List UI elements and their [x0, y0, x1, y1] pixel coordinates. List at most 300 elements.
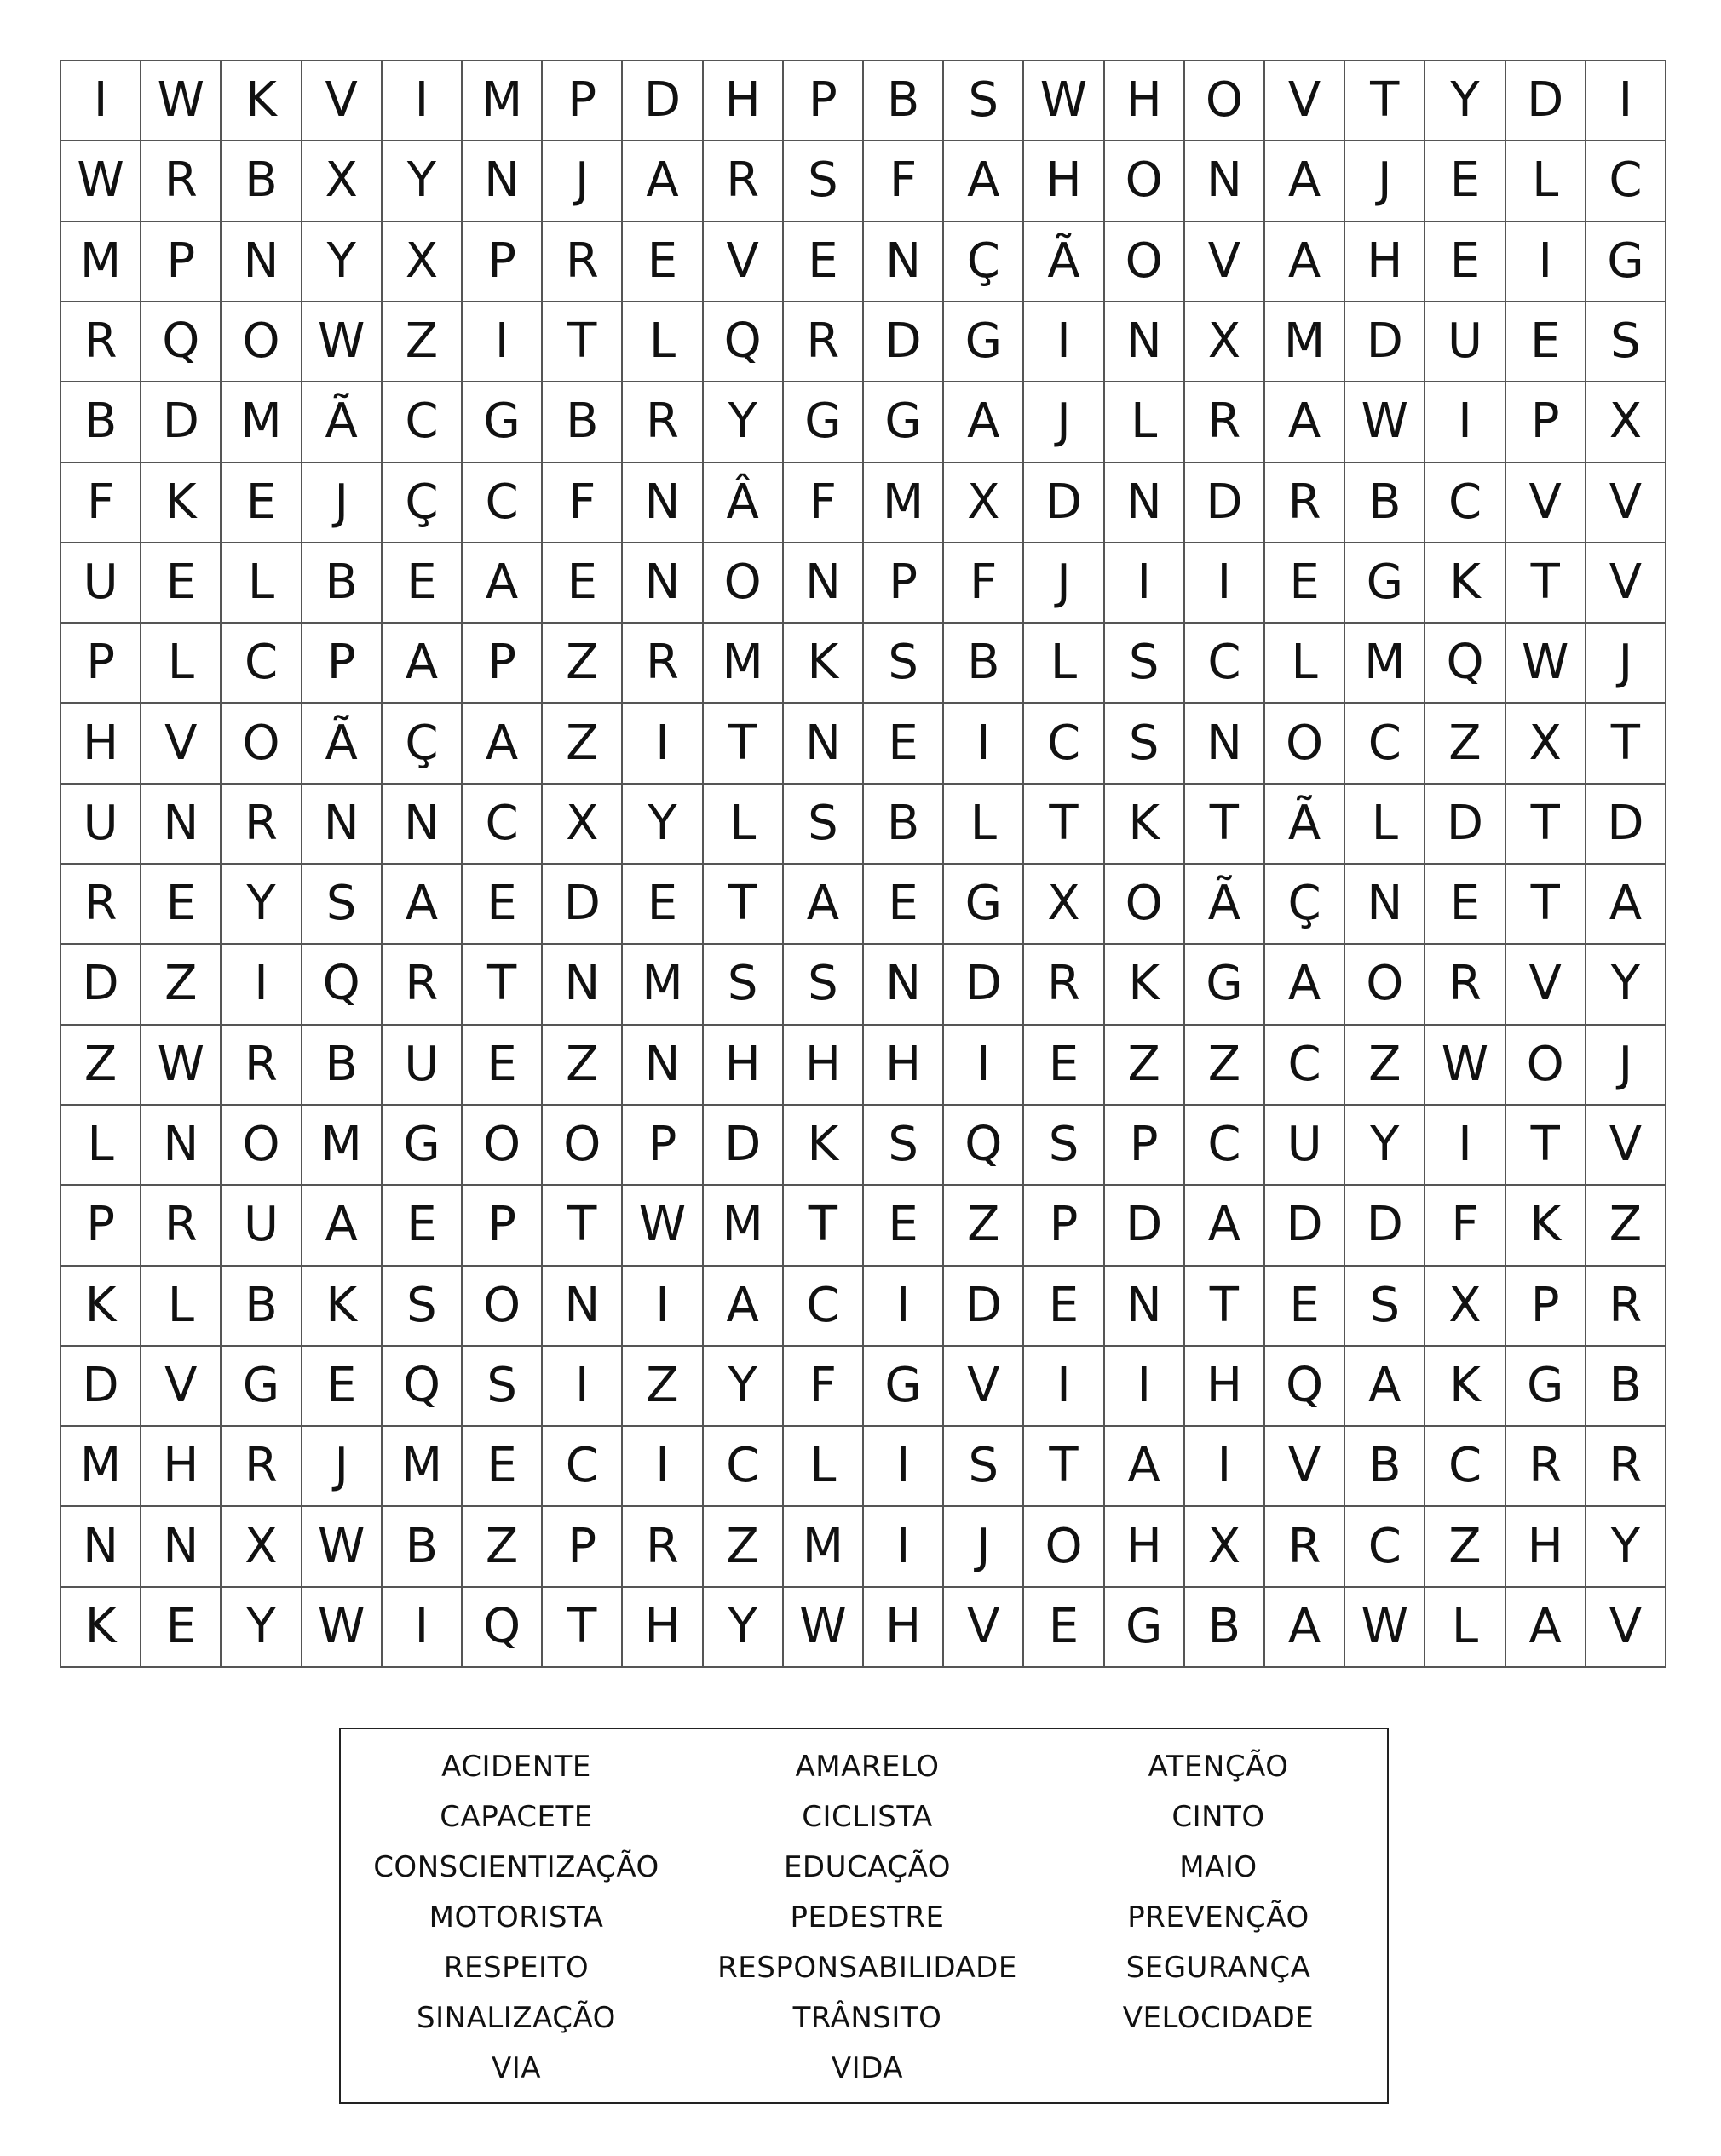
grid-cell[interactable]: B [864, 785, 944, 865]
grid-cell[interactable]: K [61, 1267, 141, 1347]
grid-cell[interactable]: E [1425, 865, 1505, 945]
grid-cell[interactable]: I [864, 1427, 944, 1507]
grid-cell[interactable]: E [222, 463, 302, 543]
grid-cell[interactable]: J [1586, 624, 1666, 704]
grid-cell[interactable]: K [1425, 1347, 1505, 1427]
grid-cell[interactable]: T [1506, 865, 1586, 945]
grid-cell[interactable]: F [61, 463, 141, 543]
grid-cell[interactable]: E [1425, 141, 1505, 221]
grid-cell[interactable]: V [141, 1347, 222, 1427]
grid-cell[interactable]: Z [1425, 704, 1505, 784]
grid-cell[interactable]: T [1506, 785, 1586, 865]
grid-cell[interactable]: Z [383, 302, 463, 382]
grid-cell[interactable]: Z [1185, 1026, 1265, 1106]
grid-cell[interactable]: C [463, 463, 543, 543]
grid-cell[interactable]: T [1506, 543, 1586, 624]
grid-cell[interactable]: M [864, 463, 944, 543]
grid-cell[interactable]: P [61, 1186, 141, 1266]
grid-cell[interactable]: W [302, 302, 383, 382]
grid-cell[interactable]: I [1506, 222, 1586, 302]
grid-cell[interactable]: P [1105, 1106, 1185, 1186]
grid-cell[interactable]: N [623, 463, 703, 543]
grid-cell[interactable]: P [141, 222, 222, 302]
grid-cell[interactable]: Z [704, 1507, 784, 1587]
grid-cell[interactable]: M [61, 1427, 141, 1507]
grid-cell[interactable]: D [1506, 61, 1586, 141]
grid-cell[interactable]: D [1345, 1186, 1425, 1266]
grid-cell[interactable]: D [944, 1267, 1024, 1347]
grid-cell[interactable]: R [704, 141, 784, 221]
grid-cell[interactable]: T [1024, 785, 1104, 865]
grid-cell[interactable]: E [543, 543, 623, 624]
grid-cell[interactable]: V [1506, 945, 1586, 1025]
grid-cell[interactable]: B [944, 624, 1024, 704]
grid-cell[interactable]: T [1586, 704, 1666, 784]
grid-cell[interactable]: N [141, 1507, 222, 1587]
grid-cell[interactable]: I [944, 704, 1024, 784]
grid-cell[interactable]: Ã [302, 382, 383, 463]
grid-cell[interactable]: X [383, 222, 463, 302]
grid-cell[interactable]: H [1506, 1507, 1586, 1587]
grid-cell[interactable]: V [1586, 543, 1666, 624]
grid-cell[interactable]: C [222, 624, 302, 704]
grid-cell[interactable]: X [302, 141, 383, 221]
grid-cell[interactable]: S [463, 1347, 543, 1427]
grid-cell[interactable]: T [543, 1186, 623, 1266]
grid-cell[interactable]: Ç [1265, 865, 1345, 945]
grid-cell[interactable]: X [1024, 865, 1104, 945]
grid-cell[interactable]: R [784, 302, 864, 382]
grid-cell[interactable]: Q [1265, 1347, 1345, 1427]
grid-cell[interactable]: L [222, 543, 302, 624]
grid-cell[interactable]: I [543, 1347, 623, 1427]
grid-cell[interactable]: R [222, 1026, 302, 1106]
grid-cell[interactable]: F [543, 463, 623, 543]
grid-cell[interactable]: O [1506, 1026, 1586, 1106]
grid-cell[interactable]: O [1265, 704, 1345, 784]
grid-cell[interactable]: B [61, 382, 141, 463]
grid-cell[interactable]: N [141, 1106, 222, 1186]
grid-cell[interactable]: O [704, 543, 784, 624]
grid-cell[interactable]: W [302, 1588, 383, 1668]
grid-cell[interactable]: Z [623, 1347, 703, 1427]
grid-cell[interactable]: P [463, 1186, 543, 1266]
grid-cell[interactable]: H [623, 1588, 703, 1668]
grid-cell[interactable]: I [1105, 1347, 1185, 1427]
grid-cell[interactable]: C [784, 1267, 864, 1347]
grid-cell[interactable]: N [1345, 865, 1425, 945]
grid-cell[interactable]: Q [944, 1106, 1024, 1186]
grid-cell[interactable]: B [1586, 1347, 1666, 1427]
grid-cell[interactable]: S [864, 624, 944, 704]
grid-cell[interactable]: H [1024, 141, 1104, 221]
grid-cell[interactable]: N [623, 1026, 703, 1106]
grid-cell[interactable]: A [704, 1267, 784, 1347]
grid-cell[interactable]: E [463, 1427, 543, 1507]
grid-cell[interactable]: I [1425, 1106, 1505, 1186]
grid-cell[interactable]: I [1105, 543, 1185, 624]
grid-cell[interactable]: A [383, 865, 463, 945]
grid-cell[interactable]: Y [704, 382, 784, 463]
grid-cell[interactable]: S [1586, 302, 1666, 382]
grid-cell[interactable]: A [302, 1186, 383, 1266]
grid-cell[interactable]: B [302, 543, 383, 624]
grid-cell[interactable]: I [864, 1507, 944, 1587]
grid-cell[interactable]: V [141, 704, 222, 784]
grid-cell[interactable]: D [1345, 302, 1425, 382]
grid-cell[interactable]: Q [141, 302, 222, 382]
grid-cell[interactable]: R [1185, 382, 1265, 463]
grid-cell[interactable]: D [864, 302, 944, 382]
grid-cell[interactable]: J [1345, 141, 1425, 221]
grid-cell[interactable]: H [704, 61, 784, 141]
grid-cell[interactable]: P [543, 1507, 623, 1587]
grid-cell[interactable]: O [543, 1106, 623, 1186]
grid-cell[interactable]: A [944, 141, 1024, 221]
grid-cell[interactable]: N [543, 1267, 623, 1347]
grid-cell[interactable]: V [944, 1347, 1024, 1427]
grid-cell[interactable]: P [1506, 1267, 1586, 1347]
grid-cell[interactable]: V [1506, 463, 1586, 543]
grid-cell[interactable]: R [1506, 1427, 1586, 1507]
grid-cell[interactable]: K [222, 61, 302, 141]
grid-cell[interactable]: V [944, 1588, 1024, 1668]
grid-cell[interactable]: B [302, 1026, 383, 1106]
grid-cell[interactable]: Ç [383, 704, 463, 784]
grid-cell[interactable]: P [784, 61, 864, 141]
grid-cell[interactable]: Q [704, 302, 784, 382]
grid-cell[interactable]: W [1345, 1588, 1425, 1668]
grid-cell[interactable]: F [784, 1347, 864, 1427]
grid-cell[interactable]: Y [704, 1347, 784, 1427]
grid-cell[interactable]: V [1586, 463, 1666, 543]
grid-cell[interactable]: S [1345, 1267, 1425, 1347]
grid-cell[interactable]: R [1425, 945, 1505, 1025]
grid-cell[interactable]: T [463, 945, 543, 1025]
grid-cell[interactable]: K [1506, 1186, 1586, 1266]
grid-cell[interactable]: Q [383, 1347, 463, 1427]
grid-cell[interactable]: Z [1586, 1186, 1666, 1266]
grid-cell[interactable]: T [1185, 1267, 1265, 1347]
grid-cell[interactable]: R [222, 1427, 302, 1507]
grid-cell[interactable]: Z [1425, 1507, 1505, 1587]
grid-cell[interactable]: A [1265, 1588, 1345, 1668]
grid-cell[interactable]: B [1345, 463, 1425, 543]
grid-cell[interactable]: V [1185, 222, 1265, 302]
grid-cell[interactable]: E [1506, 302, 1586, 382]
grid-cell[interactable]: E [383, 543, 463, 624]
grid-cell[interactable]: Y [623, 785, 703, 865]
grid-cell[interactable]: E [141, 543, 222, 624]
grid-cell[interactable]: I [623, 1267, 703, 1347]
grid-cell[interactable]: J [543, 141, 623, 221]
grid-cell[interactable]: R [222, 785, 302, 865]
grid-cell[interactable]: B [1345, 1427, 1425, 1507]
grid-cell[interactable]: W [623, 1186, 703, 1266]
grid-cell[interactable]: Q [1425, 624, 1505, 704]
grid-cell[interactable]: X [1506, 704, 1586, 784]
grid-cell[interactable]: L [1506, 141, 1586, 221]
grid-cell[interactable]: Ç [944, 222, 1024, 302]
grid-cell[interactable]: G [1345, 543, 1425, 624]
grid-cell[interactable]: G [222, 1347, 302, 1427]
grid-cell[interactable]: Z [944, 1186, 1024, 1266]
grid-cell[interactable]: Ã [1185, 865, 1265, 945]
grid-cell[interactable]: G [1185, 945, 1265, 1025]
grid-cell[interactable]: V [302, 61, 383, 141]
grid-cell[interactable]: H [1105, 1507, 1185, 1587]
grid-cell[interactable]: N [1105, 302, 1185, 382]
grid-cell[interactable]: B [543, 382, 623, 463]
grid-cell[interactable]: O [463, 1267, 543, 1347]
grid-cell[interactable]: J [1024, 543, 1104, 624]
grid-cell[interactable]: Ã [302, 704, 383, 784]
grid-cell[interactable]: B [383, 1507, 463, 1587]
grid-cell[interactable]: C [1345, 704, 1425, 784]
grid-cell[interactable]: C [1345, 1507, 1425, 1587]
grid-cell[interactable]: G [944, 865, 1024, 945]
grid-cell[interactable]: I [61, 61, 141, 141]
grid-cell[interactable]: A [1506, 1588, 1586, 1668]
grid-cell[interactable]: C [383, 382, 463, 463]
grid-cell[interactable]: W [1345, 382, 1425, 463]
grid-cell[interactable]: F [944, 543, 1024, 624]
grid-cell[interactable]: X [1425, 1267, 1505, 1347]
grid-cell[interactable]: I [944, 1026, 1024, 1106]
grid-cell[interactable]: G [784, 382, 864, 463]
grid-cell[interactable]: O [222, 704, 302, 784]
grid-cell[interactable]: E [141, 865, 222, 945]
grid-cell[interactable]: I [383, 1588, 463, 1668]
grid-cell[interactable]: A [1265, 141, 1345, 221]
grid-cell[interactable]: A [1265, 945, 1345, 1025]
grid-cell[interactable]: V [1586, 1588, 1666, 1668]
grid-cell[interactable]: H [141, 1427, 222, 1507]
grid-cell[interactable]: U [222, 1186, 302, 1266]
grid-cell[interactable]: Y [704, 1588, 784, 1668]
grid-cell[interactable]: D [944, 945, 1024, 1025]
grid-cell[interactable]: Ã [1265, 785, 1345, 865]
grid-cell[interactable]: E [141, 1588, 222, 1668]
grid-cell[interactable]: D [1105, 1186, 1185, 1266]
grid-cell[interactable]: D [623, 61, 703, 141]
grid-cell[interactable]: M [383, 1427, 463, 1507]
grid-cell[interactable]: Y [1345, 1106, 1425, 1186]
grid-cell[interactable]: S [302, 865, 383, 945]
grid-cell[interactable]: P [543, 61, 623, 141]
grid-cell[interactable]: A [623, 141, 703, 221]
grid-cell[interactable]: S [864, 1106, 944, 1186]
grid-cell[interactable]: Z [61, 1026, 141, 1106]
grid-cell[interactable]: I [1425, 382, 1505, 463]
grid-cell[interactable]: P [463, 222, 543, 302]
grid-cell[interactable]: K [1105, 945, 1185, 1025]
grid-cell[interactable]: N [1105, 1267, 1185, 1347]
grid-cell[interactable]: H [864, 1026, 944, 1106]
grid-cell[interactable]: X [222, 1507, 302, 1587]
grid-cell[interactable]: A [1265, 222, 1345, 302]
grid-cell[interactable]: H [1345, 222, 1425, 302]
grid-cell[interactable]: N [1105, 463, 1185, 543]
grid-cell[interactable]: I [383, 61, 463, 141]
grid-cell[interactable]: A [1586, 865, 1666, 945]
grid-cell[interactable]: P [61, 624, 141, 704]
grid-cell[interactable]: N [222, 222, 302, 302]
grid-cell[interactable]: Z [543, 704, 623, 784]
grid-cell[interactable]: J [302, 463, 383, 543]
grid-cell[interactable]: L [1425, 1588, 1505, 1668]
grid-cell[interactable]: L [623, 302, 703, 382]
grid-cell[interactable]: Q [302, 945, 383, 1025]
grid-cell[interactable]: U [1425, 302, 1505, 382]
grid-cell[interactable]: E [463, 865, 543, 945]
grid-cell[interactable]: E [463, 1026, 543, 1106]
grid-cell[interactable]: J [1024, 382, 1104, 463]
grid-cell[interactable]: D [141, 382, 222, 463]
grid-cell[interactable]: I [1185, 543, 1265, 624]
grid-cell[interactable]: Ã [1024, 222, 1104, 302]
grid-cell[interactable]: J [302, 1427, 383, 1507]
grid-cell[interactable]: N [302, 785, 383, 865]
grid-cell[interactable]: L [61, 1106, 141, 1186]
grid-cell[interactable]: D [1185, 463, 1265, 543]
grid-cell[interactable]: U [383, 1026, 463, 1106]
grid-cell[interactable]: S [944, 1427, 1024, 1507]
grid-cell[interactable]: I [1185, 1427, 1265, 1507]
grid-cell[interactable]: C [1024, 704, 1104, 784]
grid-cell[interactable]: E [623, 222, 703, 302]
grid-cell[interactable]: S [1105, 704, 1185, 784]
grid-cell[interactable]: C [1185, 1106, 1265, 1186]
grid-cell[interactable]: E [1024, 1026, 1104, 1106]
grid-cell[interactable]: Z [141, 945, 222, 1025]
grid-cell[interactable]: Y [383, 141, 463, 221]
grid-cell[interactable]: K [1425, 543, 1505, 624]
grid-cell[interactable]: V [1265, 61, 1345, 141]
grid-cell[interactable]: Z [543, 624, 623, 704]
grid-cell[interactable]: L [141, 1267, 222, 1347]
grid-cell[interactable]: Y [302, 222, 383, 302]
grid-cell[interactable]: V [1265, 1427, 1345, 1507]
grid-cell[interactable]: L [1105, 382, 1185, 463]
grid-cell[interactable]: N [141, 785, 222, 865]
grid-cell[interactable]: N [61, 1507, 141, 1587]
grid-cell[interactable]: O [1024, 1507, 1104, 1587]
grid-cell[interactable]: R [623, 624, 703, 704]
grid-cell[interactable]: N [1185, 141, 1265, 221]
grid-cell[interactable]: J [1586, 1026, 1666, 1106]
grid-cell[interactable]: X [543, 785, 623, 865]
grid-cell[interactable]: G [864, 1347, 944, 1427]
grid-cell[interactable]: E [1024, 1267, 1104, 1347]
grid-cell[interactable]: H [61, 704, 141, 784]
grid-cell[interactable]: O [1105, 222, 1185, 302]
grid-cell[interactable]: C [1586, 141, 1666, 221]
grid-cell[interactable]: T [543, 302, 623, 382]
grid-cell[interactable]: B [222, 141, 302, 221]
grid-cell[interactable]: Z [1105, 1026, 1185, 1106]
grid-cell[interactable]: L [944, 785, 1024, 865]
grid-cell[interactable]: A [383, 624, 463, 704]
grid-cell[interactable]: N [1185, 704, 1265, 784]
grid-cell[interactable]: A [1265, 382, 1345, 463]
grid-cell[interactable]: B [222, 1267, 302, 1347]
grid-cell[interactable]: Q [463, 1588, 543, 1668]
grid-cell[interactable]: A [944, 382, 1024, 463]
grid-cell[interactable]: A [1185, 1186, 1265, 1266]
grid-cell[interactable]: R [141, 141, 222, 221]
grid-cell[interactable]: Y [1586, 945, 1666, 1025]
grid-cell[interactable]: Y [222, 1588, 302, 1668]
grid-cell[interactable]: A [463, 704, 543, 784]
grid-cell[interactable]: W [302, 1507, 383, 1587]
grid-cell[interactable]: K [61, 1588, 141, 1668]
grid-cell[interactable]: T [704, 865, 784, 945]
grid-cell[interactable]: W [141, 61, 222, 141]
grid-cell[interactable]: D [1425, 785, 1505, 865]
grid-cell[interactable]: E [1024, 1588, 1104, 1668]
grid-cell[interactable]: L [1345, 785, 1425, 865]
grid-cell[interactable]: V [1586, 1106, 1666, 1186]
grid-cell[interactable]: Â [704, 463, 784, 543]
grid-cell[interactable]: M [1265, 302, 1345, 382]
grid-cell[interactable]: G [463, 382, 543, 463]
grid-cell[interactable]: M [302, 1106, 383, 1186]
grid-cell[interactable]: T [543, 1588, 623, 1668]
grid-cell[interactable]: L [141, 624, 222, 704]
grid-cell[interactable]: D [61, 1347, 141, 1427]
grid-cell[interactable]: V [704, 222, 784, 302]
grid-cell[interactable]: X [1586, 382, 1666, 463]
grid-cell[interactable]: C [463, 785, 543, 865]
grid-cell[interactable]: C [1425, 1427, 1505, 1507]
grid-cell[interactable]: N [864, 222, 944, 302]
grid-cell[interactable]: O [1105, 865, 1185, 945]
grid-cell[interactable]: X [1185, 1507, 1265, 1587]
grid-cell[interactable]: M [704, 624, 784, 704]
grid-cell[interactable]: O [1105, 141, 1185, 221]
grid-cell[interactable]: G [1105, 1588, 1185, 1668]
grid-cell[interactable]: K [302, 1267, 383, 1347]
grid-cell[interactable]: M [1345, 624, 1425, 704]
grid-cell[interactable]: W [1425, 1026, 1505, 1106]
grid-cell[interactable]: N [463, 141, 543, 221]
grid-cell[interactable]: K [1105, 785, 1185, 865]
grid-cell[interactable]: P [302, 624, 383, 704]
grid-cell[interactable]: M [61, 222, 141, 302]
grid-cell[interactable]: B [1185, 1588, 1265, 1668]
grid-cell[interactable]: R [1586, 1427, 1666, 1507]
grid-cell[interactable]: S [784, 945, 864, 1025]
grid-cell[interactable]: F [864, 141, 944, 221]
grid-cell[interactable]: W [784, 1588, 864, 1668]
grid-cell[interactable]: N [383, 785, 463, 865]
grid-cell[interactable]: X [944, 463, 1024, 543]
grid-cell[interactable]: T [784, 1186, 864, 1266]
grid-cell[interactable]: I [1024, 1347, 1104, 1427]
grid-cell[interactable]: I [623, 704, 703, 784]
grid-cell[interactable]: R [1265, 463, 1345, 543]
grid-cell[interactable]: F [1425, 1186, 1505, 1266]
grid-cell[interactable]: R [623, 1507, 703, 1587]
grid-cell[interactable]: K [784, 1106, 864, 1186]
grid-cell[interactable]: R [1024, 945, 1104, 1025]
grid-cell[interactable]: R [61, 865, 141, 945]
grid-cell[interactable]: Ç [383, 463, 463, 543]
grid-cell[interactable]: T [704, 704, 784, 784]
grid-cell[interactable]: G [864, 382, 944, 463]
grid-cell[interactable]: N [784, 704, 864, 784]
